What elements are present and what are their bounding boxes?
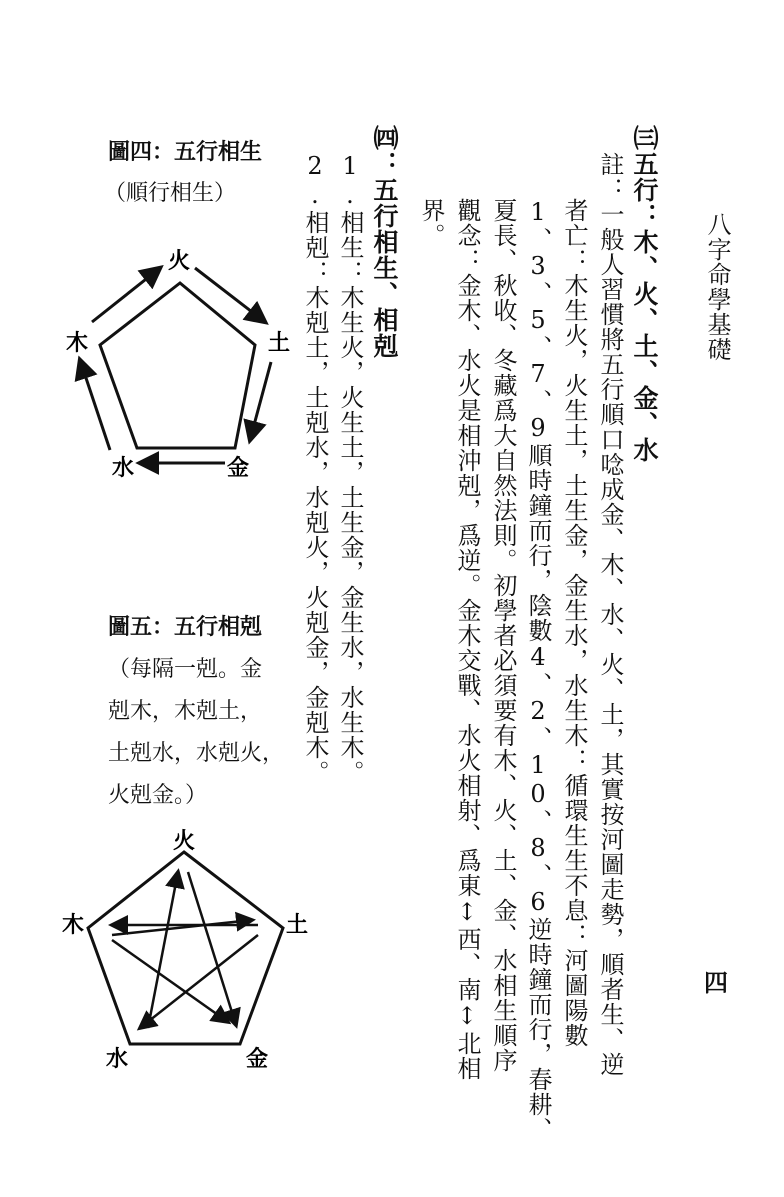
figure5-arrow-wood-metal [112, 940, 228, 1022]
figure5-caption-line-3: 土剋水，水剋火， [108, 741, 285, 766]
section3-line-1: 註：一般人習慣將五行順口唸成金、木、水、火、土，其實按河圖走勢，順者生、逆 [596, 152, 624, 1077]
figure5-node-metal: 金 [246, 1047, 269, 1072]
figure4-title: 圖四：五行相生 [108, 140, 263, 165]
figure5-node-wood: 木 [62, 913, 85, 938]
figure5-caption-line-2: 剋木，木剋土， [108, 699, 263, 724]
figure5-node-fire: 火 [173, 829, 196, 854]
figure4-subtitle: （順行相生） [104, 181, 237, 206]
figure5-title: 圖五：五行相剋 [108, 615, 263, 640]
section3-heading: ㈢五行：木、火、土、金、水 [630, 125, 659, 463]
figure4-node-wood: 木 [66, 331, 89, 356]
running-head: 八字命學基礎 [703, 212, 731, 362]
figure4-node-metal: 金 [227, 456, 250, 481]
section3-line-2: 者亡：木生火，火生土，土生金，金生水，水生木：循環生生不息：河圖陽數 [560, 198, 588, 1048]
section3-line-6: 界。 [417, 198, 445, 248]
section3-line-4: 夏長、秋收、冬藏爲大自然法則。初學者必須要有木、火、土、金、水相生順序 [489, 198, 517, 1073]
section4-heading: ㈣：五行相生、相剋 [370, 125, 399, 359]
section3-line-5: 觀念：金木、水火是相沖剋，爲逆。金木交戰、水火相射、爲東↕西、南↕北相 [453, 198, 481, 1081]
figure4-node-earth: 土 [268, 331, 291, 356]
figure5-arrow-water-fire [148, 872, 178, 1028]
figure5-node-water: 水 [106, 1047, 129, 1072]
figure5-arrow-wood-earth [112, 920, 252, 935]
figure5-arrow-fire-metal [188, 872, 236, 1025]
section4-item-1: 1.相生：木生火，火生土，土生金，金生水，水生木。 [336, 152, 364, 785]
figure5-pentagon [88, 852, 283, 1044]
figure5-caption-line-1: （每隔一剋。金 [108, 657, 263, 682]
figure4-node-water: 水 [112, 456, 135, 481]
page-number: 四 [704, 969, 728, 997]
figure5-caption-line-4: 火剋金。） [108, 783, 208, 808]
figure4-node-fire: 火 [168, 249, 191, 274]
section3-line-3: 1、3、5、7、9順時鐘而行，陰數4、2、10、8、6逆時鐘而行，春耕、 [524, 198, 552, 1142]
figure5-node-earth: 土 [286, 913, 309, 938]
section4-item-2: 2.相剋：木剋土，土剋水，水剋火，火剋金，金剋木。 [301, 152, 329, 785]
